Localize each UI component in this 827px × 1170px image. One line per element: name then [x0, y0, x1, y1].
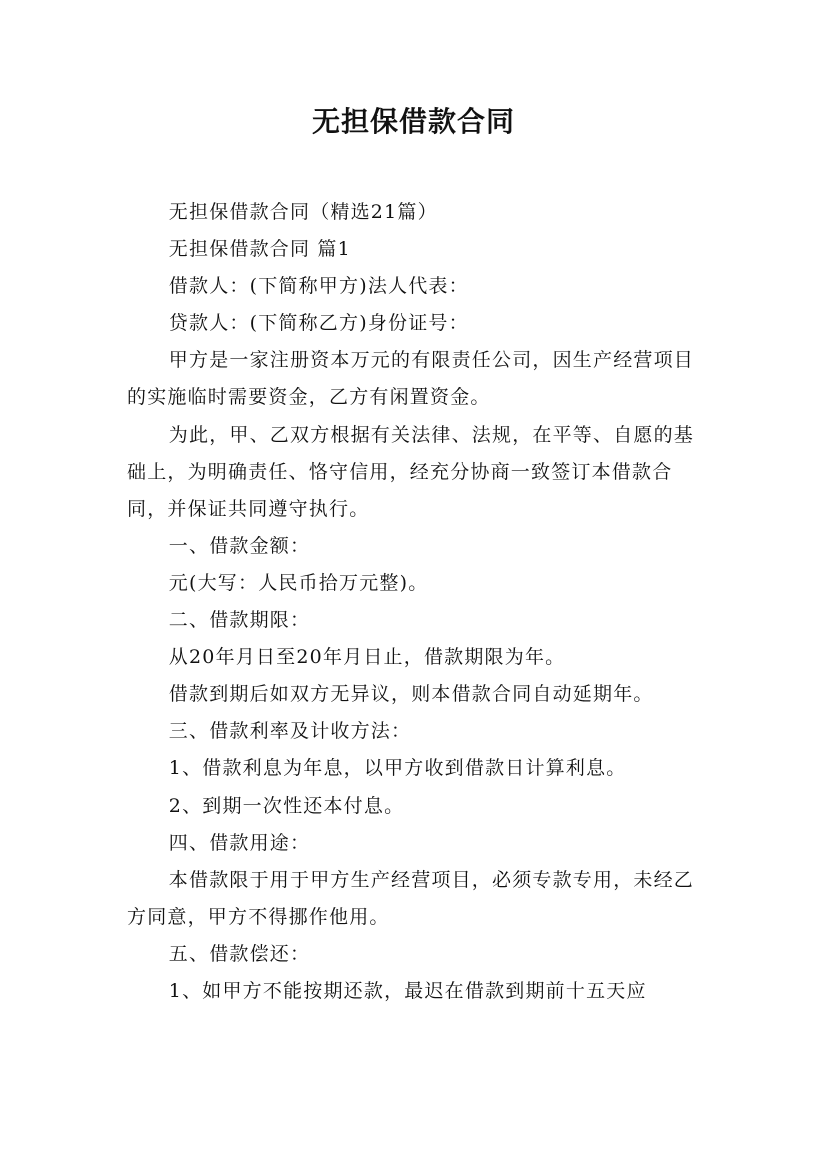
paragraph: 2、到期一次性还本付息。	[168, 794, 405, 817]
paragraph: 甲方是一家注册资本万元的有限责任公司，因生产经营项目的实施临时需要资金，乙方有闲置资金。	[127, 349, 694, 409]
clause-heading: 五、借款偿还：	[168, 942, 311, 965]
clause-heading: 一、借款金额：	[168, 534, 311, 557]
paragraph: 借款到期后如双方无异议，则本借款合同自动延期年。	[168, 683, 654, 706]
paragraph: 1、如甲方不能按期还款，最迟在借款到期前十五天应	[168, 979, 647, 1002]
document-title: 无担保借款合同	[311, 105, 515, 138]
subtitle-line: 无担保借款合同（精选21篇）	[168, 201, 438, 223]
paragraph: 元(大写：人民币拾万元整)。	[168, 571, 429, 594]
borrower-line: 借款人：(下简称甲方)法人代表：	[168, 275, 469, 298]
paragraph: 本借款限于用于甲方生产经营项目，必须专款专用，未经乙方同意，甲方不得挪作他用。	[127, 868, 694, 928]
section-heading: 无担保借款合同 篇1	[168, 238, 351, 261]
clause-heading: 三、借款利率及计收方法：	[168, 720, 412, 743]
clause-heading: 四、借款用途：	[168, 831, 311, 854]
paragraph: 1、借款利息为年息，以甲方收到借款日计算利息。	[168, 757, 627, 780]
clause-heading: 二、借款期限：	[168, 609, 311, 632]
paragraph: 从20年月日至20年月日止，借款期限为年。	[168, 646, 566, 669]
paragraph: 为此，甲、乙双方根据有关法律、法规，在平等、自愿的基础上，为明确责任、恪守信用，经充分协商一致签订本借款合同，并保证共同遵守执行。	[127, 423, 694, 520]
document-body	[127, 194, 707, 1010]
lender-line: 贷款人：(下简称乙方)身份证号：	[168, 312, 469, 335]
